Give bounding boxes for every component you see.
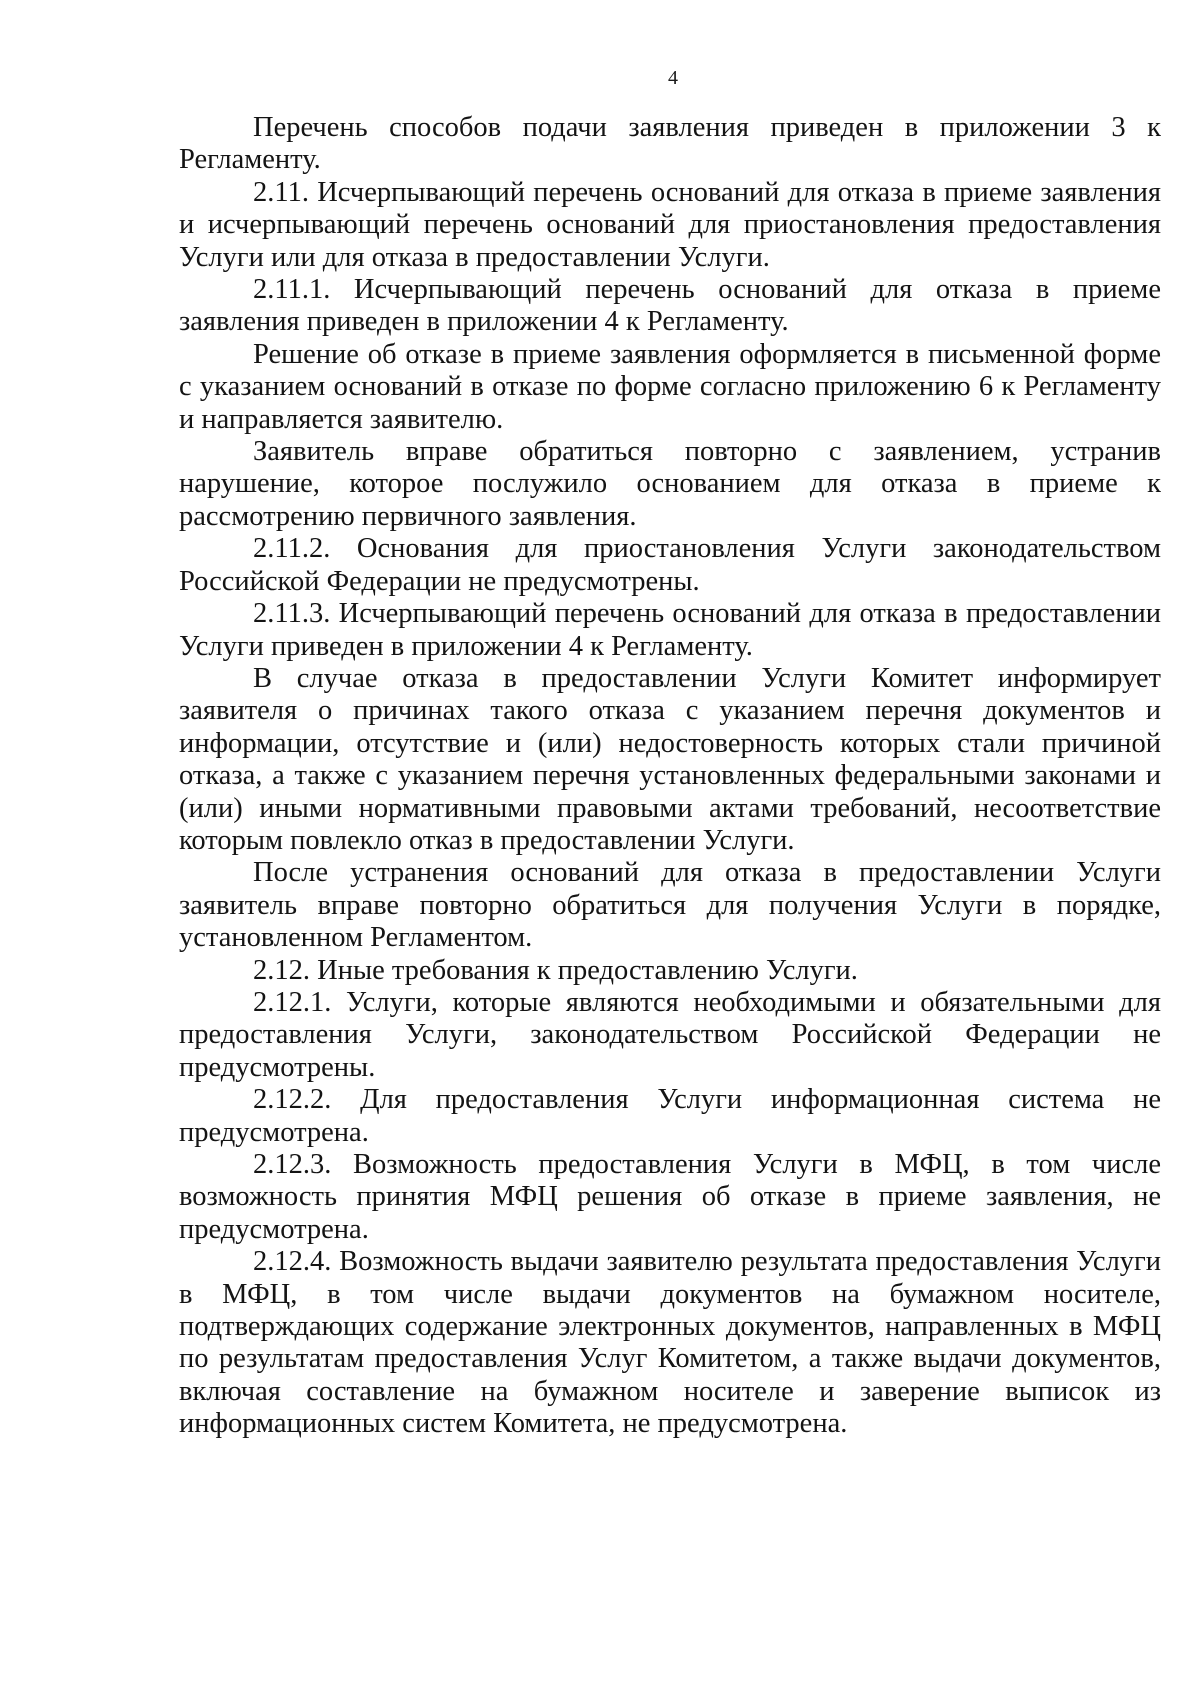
paragraph-2-11-2: 2.11.2. Основания для приостановления Услуги законодательством Российской Федерации не предусмотрены.: [179, 533, 1161, 597]
paragraph-2-11: 2.11. Исчерпывающий перечень оснований для отказа в приеме заявления и исчерпывающий перечень оснований для приостановления предоставления Услуги или для отказа в предоставлении Услуги.: [179, 176, 1161, 273]
paragraph-2-11-3: 2.11.3. Исчерпывающий перечень оснований для отказа в предоставлении Услуги приведен в приложении 4 к Регламенту.: [179, 598, 1161, 662]
document-body: [179, 112, 1161, 1441]
paragraph-refusal-notification: В случае отказа в предоставлении Услуги Комитет информирует заявителя о причинах такого отказа с указанием перечня документов и информации, отсутствие и (или) недостоверность которых стали причиной отказа, а также с указанием перечня установленных федеральными законами и (или) иными нормативными правовыми актами требований, несоответствие которым повлекло отказ в предоставлении Услуги.: [179, 662, 1161, 856]
paragraph-2-12-4: 2.12.4. Возможность выдачи заявителю результата предоставления Услуги в МФЦ, в том числе выдачи документов на бумажном носителе, подтверждающих содержание электронных документов, направленных в МФЦ по результатам предоставления Услуг Комитетом, а также выдачи документов, включая составление на бумажном носителе и заверение выписок из информационных систем Комитета, не предусмотрена.: [179, 1246, 1161, 1440]
paragraph-reapplication: Заявитель вправе обратиться повторно с заявлением, устранив нарушение, которое послужило основанием для отказа в приеме к рассмотрению первичного заявления.: [179, 436, 1161, 532]
paragraph-refusal-decision: Решение об отказе в приеме заявления оформляется в письменной форме с указанием оснований в отказе по форме согласно приложению 6 к Регламенту и направляется заявителю.: [179, 338, 1161, 435]
paragraph-2-12: 2.12. Иные требования к предоставлению Услуги.: [253, 954, 858, 986]
paragraph-submission-methods: Перечень способов подачи заявления приведен в приложении 3 к Регламенту.: [179, 112, 1161, 176]
paragraph-after-elimination: После устранения оснований для отказа в предоставлении Услуги заявитель вправе повторно обратиться для получения Услуги в порядке, установленном Регламентом.: [179, 857, 1161, 954]
paragraph-2-12-3: 2.12.3. Возможность предоставления Услуги в МФЦ, в том числе возможность принятия МФЦ решения об отказе в приеме заявления, не предусмотрена.: [179, 1149, 1161, 1245]
paragraph-2-12-2: 2.12.2. Для предоставления Услуги информационная система не предусмотрена.: [179, 1084, 1161, 1148]
paragraph-2-11-1: 2.11.1. Исчерпывающий перечень оснований для отказа в приеме заявления приведен в приложении 4 к Регламенту.: [179, 274, 1161, 338]
paragraph-2-12-1: 2.12.1. Услуги, которые являются необходимыми и обязательными для предоставления Услуги, законодательством Российской Федерации не предусмотрены.: [179, 986, 1161, 1083]
page-number: 4: [668, 67, 678, 89]
